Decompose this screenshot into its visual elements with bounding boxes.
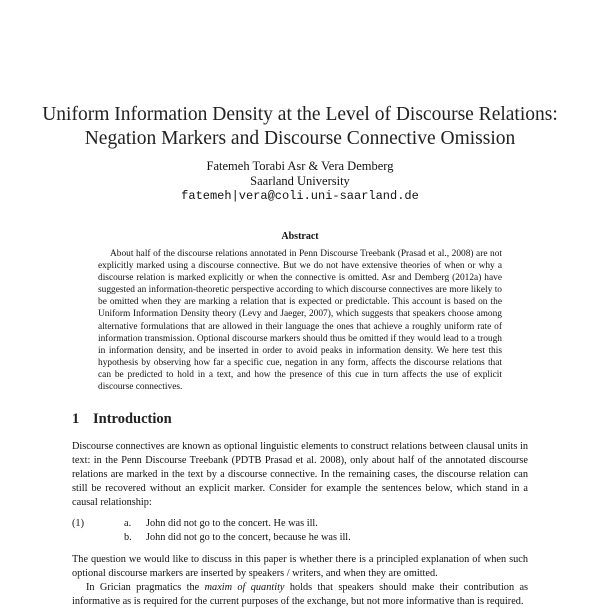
intro-paragraph-2: The question we would like to discuss in this paper is whether there is a principled explanation of when such optional discourse markers are inserted by speakers / writers, and when they are omitted. [72,554,528,579]
affiliation: Saarland University [250,174,350,188]
authors: Fatemeh Torabi Asr & Vera Demberg [206,159,394,173]
example-item-a [124,517,318,531]
example-item-text: John did not go to the concert, because he was ill. [146,532,351,543]
emphasized-term: maxim of quantity [204,582,285,593]
section-number: 1 [72,411,80,427]
example-item-b [124,531,351,545]
abstract-text: About half of the discourse relations annotated in Penn Discourse Treebank (Prasad et al., 2008) are not explicitly marked using a discourse connective. But we do not have extensive theories of when or why a discourse relation is marked explicitly or when the connective is omitted. Asr and Demberg (2012a) have suggested an information-theoretic perspective according to which discourse connectives are more likely to be omitted when they are marking a relation that is expected or predictable. This account is based on the Uniform Information Density theory (Levy and Jaeger, 2007), which suggests that speakers choose among alternative formulations that are allowed in their language the ones that achieve a roughly uniform rate of information transmission. Optional discourse markers should thus be omitted if they would lead to a trough in information density, and be inserted in order to avoid peaks in information density. We here test this hypothesis by observing how far a specific cue, negation in any form, affects the discourse relations that can be predicted to hold in a text, and how the presence of this cue in turn affects the use of explicit discourse connectives. [98,249,502,393]
example-item-label: a. [124,518,132,529]
example-item-label: b. [124,532,132,543]
intro-paragraph-1: Discourse connectives are known as optional linguistic elements to construct relations between clausal units in text: in the Penn Discourse Treebank (PDTB Prasad et al. 2008), only about half of the annotated discourse relations are marked in the text by a discourse connective. In the remaining cases, the discourse relation can still be recovered without an explicit marker. Consider for example the sentences below, which stand in a causal relationship: [72,441,528,508]
paragraph-text: holds that speakers should make their contribution as informative as is required for the current purposes of the exchange, but not more informative than is required. [72,582,529,607]
example-number: (1) [72,518,85,529]
paper-title: Uniform Information Density at the Level of Discourse Relations: Negation Markers and Discourse Connective Omission [42,104,558,149]
paragraph-text: In Grician pragmatics the [86,582,200,593]
example-item-text: John did not go to the concert. He was ill. [146,518,318,529]
abstract-heading: Abstract [281,231,319,242]
intro-paragraph-3 [72,581,528,609]
section-title: Introduction [93,411,172,427]
section-heading-introduction [72,411,172,428]
author-email: fatemeh|vera@coli.uni-saarland.de [181,189,419,203]
